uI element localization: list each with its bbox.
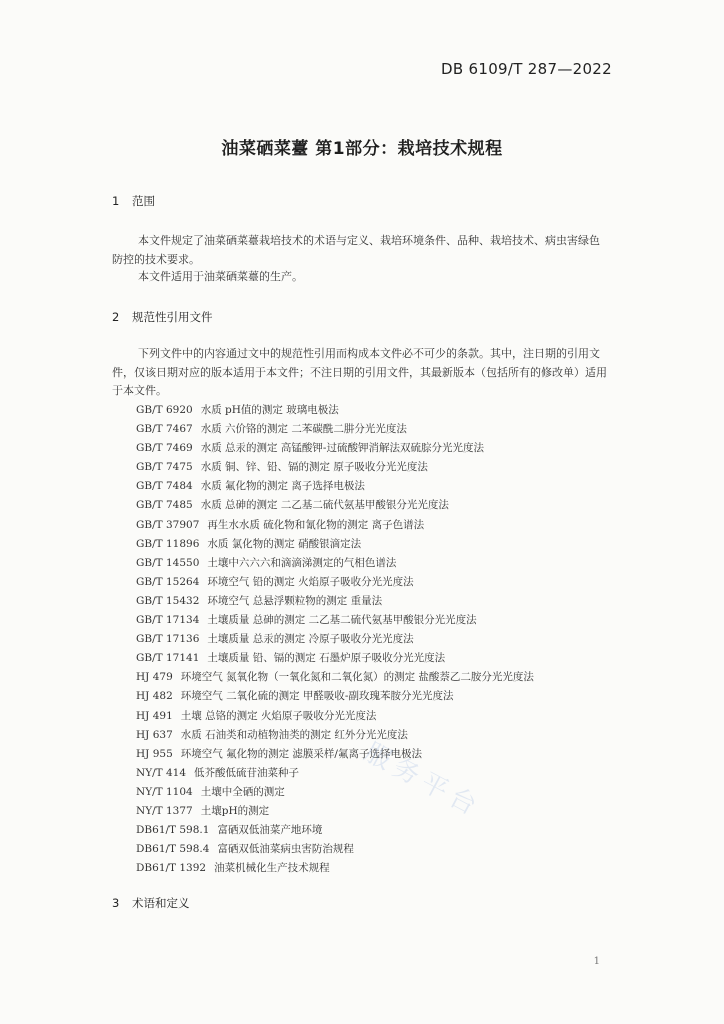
reference-code: HJ 955 (136, 747, 173, 760)
reference-code: NY/T 414 (136, 766, 187, 779)
reference-code: GB/T 6920 (136, 404, 193, 416)
reference-code: HJ 482 (136, 690, 173, 703)
reference-code: HJ 479 (136, 671, 173, 684)
list-item (136, 592, 534, 611)
reference-code: GB/T 7467 (136, 423, 193, 436)
watermark: 服务平台 (359, 737, 487, 825)
list-item (136, 573, 534, 592)
reference-name: 土壤质量 总汞的测定 冷原子吸收分光光度法 (207, 633, 414, 646)
list-item (136, 859, 534, 878)
reference-name: 环境空气 二氧化硫的测定 甲醛吸收-副玫瑰苯胺分光光度法 (180, 690, 454, 703)
scope-paragraph: 本文件规定了油菜硒菜薹栽培技术的术语与定义、栽培环境条件、品种、栽培技术、病虫害绿色防控的技术要求。 (112, 234, 600, 266)
list-item (136, 420, 534, 439)
reference-code: GB/T 17136 (136, 633, 200, 646)
document-code: DB 6109/T 287—2022 (441, 60, 612, 78)
list-item (136, 726, 534, 745)
list-item (136, 401, 534, 420)
reference-code: GB/T 14550 (136, 556, 200, 569)
reference-name: 富硒双低油菜病虫害防治规程 (217, 843, 354, 856)
reference-code: GB/T 7475 (136, 461, 193, 474)
reference-code: GB/T 17141 (136, 652, 200, 665)
reference-code: GB/T 17134 (136, 614, 200, 627)
reference-name: 油菜机械化生产技术规程 (214, 862, 330, 875)
page-number: 1 (593, 956, 600, 967)
section-title: 规范性引用文件 (132, 310, 213, 324)
reference-name: 水质 氟化物的测定 离子选择电极法 (200, 480, 365, 493)
section-2-heading (112, 309, 213, 325)
list-item (136, 764, 534, 783)
list-item (136, 554, 534, 573)
normative-references-intro: 下列文件中的内容通过文中的规范性引用而构成本文件必不可少的条款。其中，注日期的引用文件，仅该日期对应的版本适用于本文件；不注日期的引用文件，其最新版本（包括所有的修改单）适用于本文件。 (112, 347, 607, 397)
reference-name: 再生水水质 硫化物和氰化物的测定 离子色谱法 (207, 518, 425, 531)
reference-name: 环境空气 铅的测定 火焰原子吸收分光光度法 (207, 575, 414, 588)
section-title: 范围 (132, 194, 155, 208)
list-item (136, 745, 534, 764)
section-number: 2 (112, 310, 120, 324)
reference-name: 水质 总砷的测定 二乙基二硫代氨基甲酸银分光光度法 (200, 499, 449, 512)
section-3-heading (112, 895, 190, 911)
reference-code: DB61/T 1392 (136, 862, 207, 875)
reference-name: 土壤质量 总砷的测定 二乙基二硫代氨基甲酸银分光光度法 (207, 614, 477, 627)
list-item (136, 535, 534, 554)
list-item (136, 687, 534, 706)
reference-name: 土壤 总铬的测定 火焰原子吸收分光光度法 (180, 709, 377, 722)
list-item (136, 707, 534, 726)
reference-code: NY/T 1104 (136, 785, 193, 798)
list-item (136, 516, 534, 535)
reference-name: 土壤中全硒的测定 (200, 785, 285, 798)
list-item (136, 496, 534, 515)
section-number: 3 (112, 896, 120, 910)
reference-name: 土壤中六六六和滴滴涕测定的气相色谱法 (207, 556, 397, 569)
reference-code: GB/T 37907 (136, 518, 200, 531)
list-item (136, 611, 534, 630)
reference-code: DB61/T 598.4 (136, 843, 210, 856)
section-number: 1 (112, 194, 120, 208)
reference-name: 低芥酸低硫苷油菜种子 (194, 766, 300, 779)
reference-code: GB/T 15264 (136, 575, 200, 588)
reference-name: 环境空气 氟化物的测定 滤膜采样/氟离子选择电极法 (180, 747, 422, 760)
reference-code: GB/T 7469 (136, 442, 193, 455)
reference-code: GB/T 11896 (136, 537, 200, 550)
reference-name: 水质 六价铬的测定 二苯碳酰二肼分光光度法 (200, 423, 407, 436)
list-item (136, 821, 534, 840)
list-item (136, 439, 534, 458)
reference-name: 土壤质量 铅、镉的测定 石墨炉原子吸收分光光度法 (207, 652, 446, 665)
document-title: 油菜硒菜薹 第1部分：栽培技术规程 (221, 139, 503, 159)
list-item (136, 649, 534, 668)
reference-code: HJ 637 (136, 728, 173, 741)
reference-name: 水质 氯化物的测定 硝酸银滴定法 (207, 537, 362, 550)
list-item (136, 840, 534, 859)
reference-code: GB/T 15432 (136, 594, 200, 607)
list-item (136, 630, 534, 649)
reference-code: NY/T 1377 (136, 804, 193, 817)
list-item (136, 668, 534, 687)
reference-code: GB/T 7484 (136, 480, 193, 493)
reference-code: HJ 491 (136, 709, 173, 722)
reference-name: 土壤pH的测定 (200, 804, 270, 817)
reference-name: 水质 总汞的测定 高锰酸钾-过硫酸钾消解法双硫腙分光光度法 (200, 442, 484, 455)
scope-applicability: 本文件适用于油菜硒菜薹的生产。 (138, 270, 303, 283)
section-title: 术语和定义 (132, 896, 190, 910)
reference-code: GB/T 7485 (136, 499, 193, 512)
reference-name: 环境空气 总悬浮颗粒物的测定 重量法 (207, 594, 383, 607)
reference-name: 富硒双低油菜产地环境 (217, 824, 323, 837)
reference-name: 水质 铜、锌、铅、镉的测定 原子吸收分光光度法 (200, 461, 428, 474)
list-item (136, 477, 534, 496)
reference-name: 环境空气 氮氧化物（一氧化氮和二氧化氮）的测定 盐酸萘乙二胺分光光度法 (180, 671, 534, 684)
reference-name: 水质 pH值的测定 玻璃电极法 (200, 404, 339, 416)
section-1-heading (112, 193, 155, 209)
reference-code: DB61/T 598.1 (136, 824, 210, 837)
list-item (136, 458, 534, 477)
reference-name: 水质 石油类和动植物油类的测定 红外分光光度法 (180, 728, 408, 741)
